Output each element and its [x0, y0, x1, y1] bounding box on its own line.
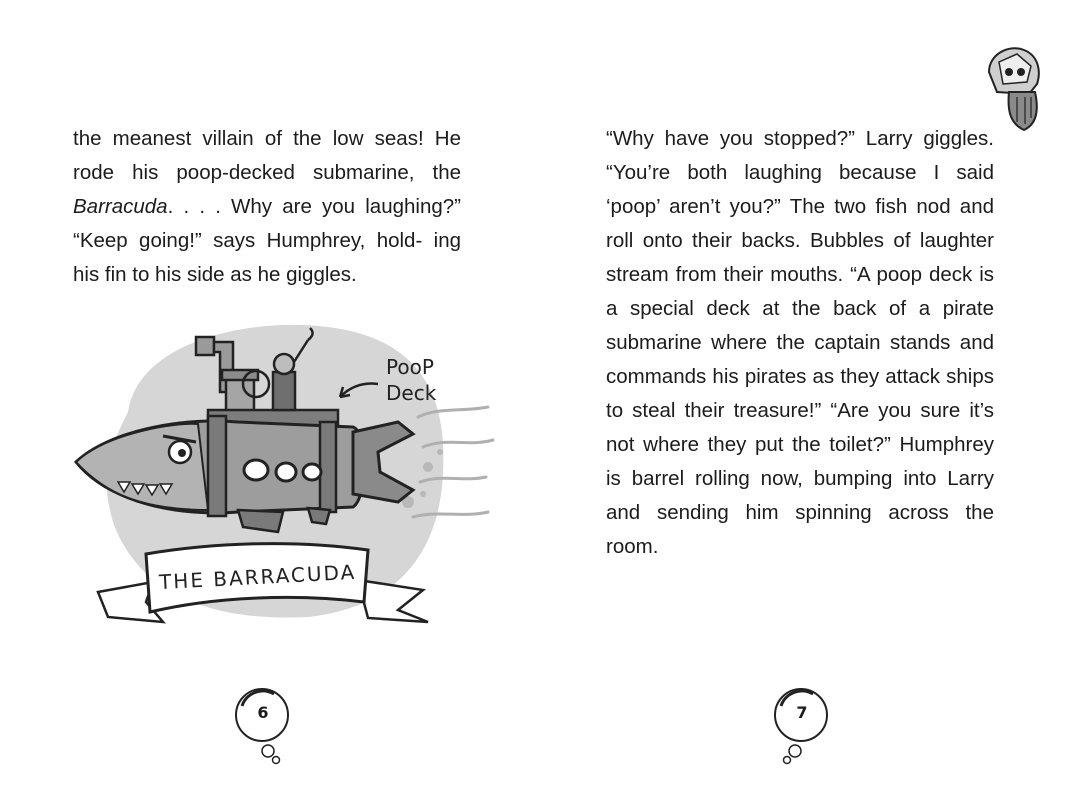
portholes — [244, 460, 321, 481]
text-line: him spinning across the room. — [606, 501, 994, 558]
page-number: 6 — [257, 703, 269, 722]
text-line: “Why have you stopped?” Larry giggles. — [606, 127, 994, 150]
text-line: “Are you sure it’s not where they put — [606, 399, 994, 456]
text-line: now, bumping into Larry and sending — [606, 467, 994, 524]
right-page-text — [606, 122, 994, 564]
callout-text-2: Deck — [386, 381, 437, 405]
text-line: “You’re both laughing because I said — [606, 161, 994, 184]
text-line: the captain stands and commands his — [606, 331, 994, 388]
squid-in-helmet-icon — [979, 42, 1049, 134]
page-number-badge — [773, 688, 835, 766]
text-line: pirates as they attack ships to steal their — [606, 365, 994, 422]
barracuda-submarine-illustration — [68, 322, 508, 642]
right-page — [533, 0, 1066, 800]
text-line: ing his fin to his side as he giggles. — [73, 229, 461, 286]
text-line: the back of a pirate submarine where — [606, 297, 994, 354]
text-line-italic: Barracuda. . . . Why are you laughing?” — [73, 195, 461, 218]
text-line: the toilet?” Humphrey is barrel rolling — [606, 433, 995, 490]
banner-text: THE BARRACUDA — [158, 559, 357, 595]
page-number-badge — [234, 688, 296, 766]
text-line: rode his poop-decked submarine, the — [73, 161, 461, 184]
text-line: treasure!” — [733, 399, 822, 422]
text-line: The two fish nod and roll onto their — [606, 195, 994, 252]
italic-ship-name: Barracuda — [73, 195, 168, 218]
text-line: the meanest villain of the low seas! He — [73, 127, 461, 150]
text-line: ‘poop’ aren’t you?” — [606, 195, 781, 218]
page-number: 7 — [796, 703, 808, 722]
callout-text-1: PooP — [386, 355, 434, 379]
text-line: backs. Bubbles of laughter stream from — [606, 229, 994, 286]
text-line: “A poop deck is a special deck at — [606, 263, 994, 320]
text-line: “Keep going!” says Humphrey, hold- — [73, 229, 423, 252]
text-line: their mouths. — [723, 263, 844, 286]
left-page-text — [73, 122, 461, 292]
